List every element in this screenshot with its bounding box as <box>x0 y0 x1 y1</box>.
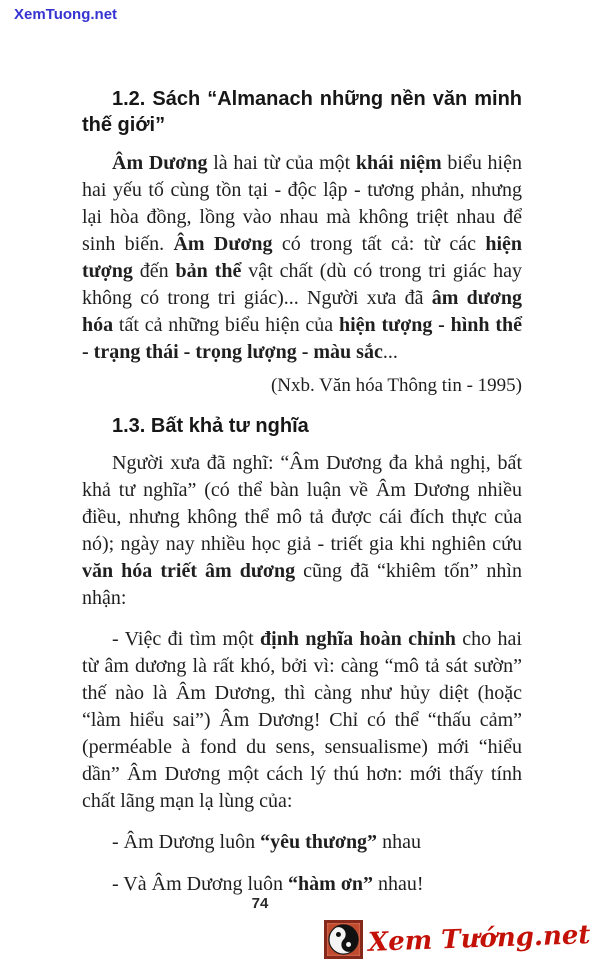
section-heading-1-3: 1.3. Bất khả tư nghĩa <box>112 415 309 437</box>
paragraph-dinh-nghia: - Việc đi tìm một định nghĩa hoàn chỉnh cho hai từ âm dương là rất khó, bởi vì: càng “mô tả sát sườn” thế nào là Âm Dương, thì càng như hủy diệt (hoặc “làm hiểu sai”) Âm Dương! Chỉ có thể “thấu cảm” (perméable à fond du sens, sensualisme) mới “hiểu dần” Âm Dương một cách lý thú hơn: mới thấy tính chất lãng mạn lạ lùng của: <box>82 628 522 812</box>
paragraph-bat-kha-tu-nghia: Người xưa đã nghĩ: “Âm Dương đa khả nghị, bất khả tư nghĩa” (có thể bàn luận về Âm Dương nhiều điều, nhưng không thể mô tả được cái đích thực của nó); ngày nay nhiều học giả - triết gia khi nghiên cứu văn hóa triết âm dương cũng đã “khiêm tốn” nhìn nhận: <box>82 452 522 609</box>
page-content <box>82 86 522 898</box>
bullet-line-ham-on: - Và Âm Dương luôn “hàm ơn” nhau! <box>112 873 424 895</box>
page-number: 74 <box>251 895 269 912</box>
yin-yang-icon <box>324 920 363 959</box>
paragraph-almanach: Âm Dương là hai từ của một khái niệm biểu hiện hai yếu tố cùng tồn tại - độc lập - tương phản, nhưng lại hòa đồng, lồng vào nhau mà không triệt nhau để sinh biến. Âm Dương có trong tất cả: từ các hiện tượng đến bản thể vật chất (dù có trong tri giác hay không có trong tri giác)... Người xưa đã âm dương hóa tất cả những biểu hiện của hiện tượng - hình thể - trạng thái - trọng lượng - màu sắc... <box>82 152 523 363</box>
site-watermark-link[interactable]: XemTuong.net <box>14 6 118 23</box>
footer-logo-text: Xem Tướng.net <box>367 920 591 958</box>
citation-source: (Nxb. Văn hóa Thông tin - 1995) <box>270 375 522 396</box>
section-heading-1-2: 1.2. Sách “Almanach những nền văn minh thế giới” <box>82 88 522 136</box>
bullet-line-yeu-thuong: - Âm Dương luôn “yêu thương” nhau <box>112 831 421 853</box>
footer-logo-link[interactable] <box>324 920 590 959</box>
